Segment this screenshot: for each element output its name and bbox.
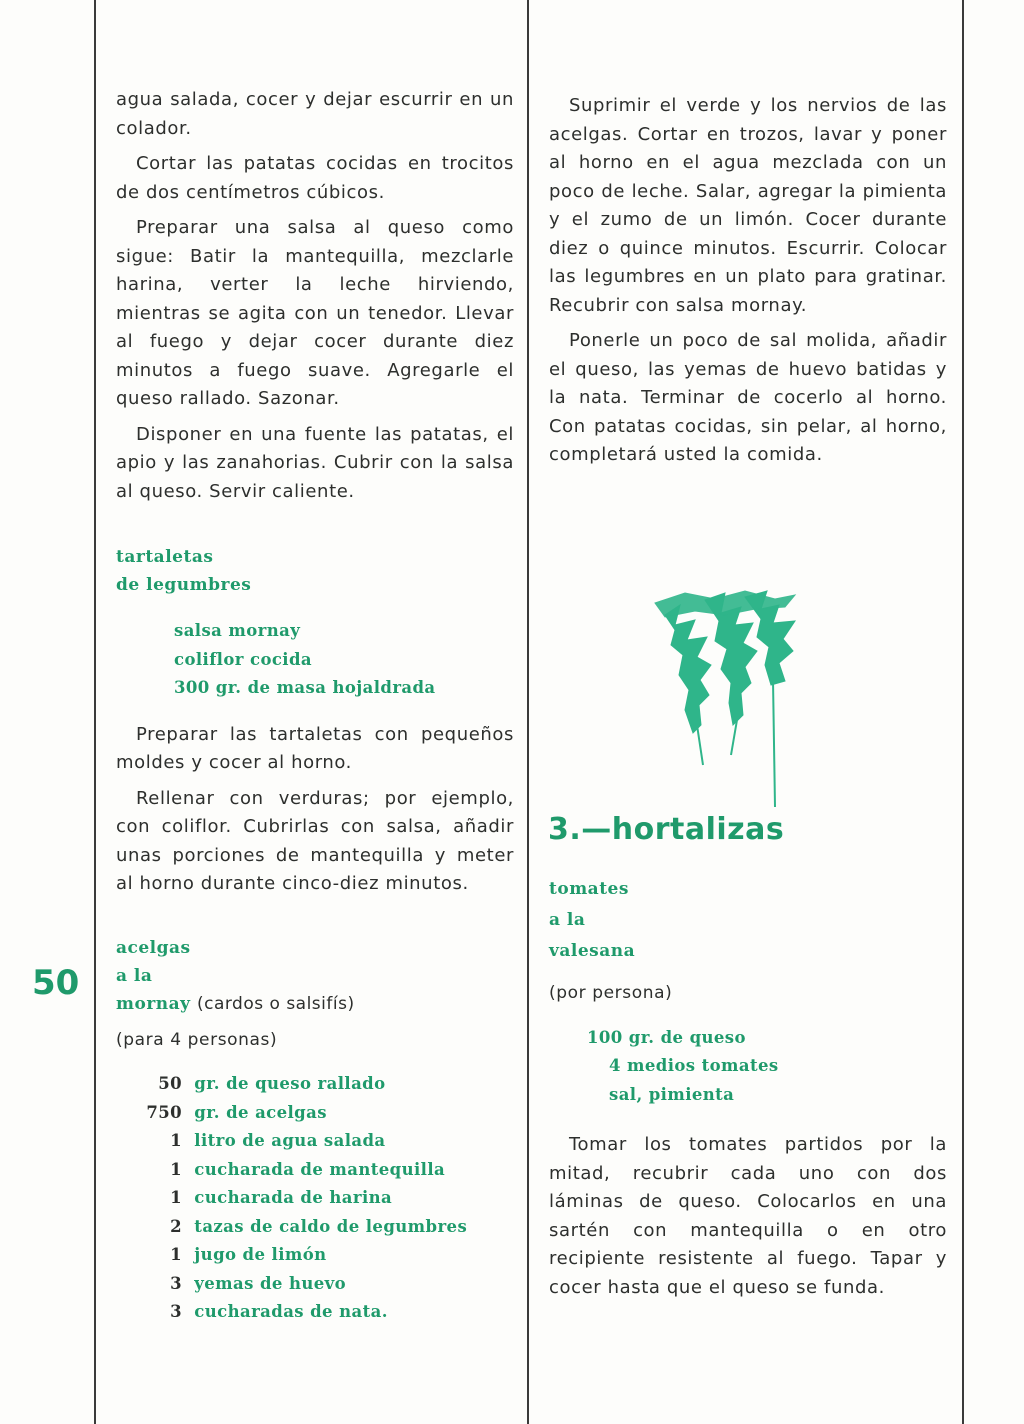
ingredient: 50 gr. de queso rallado xyxy=(158,1074,386,1093)
ingredient: 300 gr. de masa hojaldrada xyxy=(174,678,436,697)
recipe-title-tartaletas xyxy=(116,543,514,599)
right-column xyxy=(549,92,947,477)
page-number: 50 xyxy=(32,963,80,1003)
title-line: a la xyxy=(549,910,586,930)
paragraph: Suprimir el verde y los nervios de las acelgas. Cortar en trozos, lavar y poner al horno en el agua mezclada con un poco de leche. Salar, agregar la pimienta y el zumo de un limón. Cocer durante diez o quince minutos. Escurrir. Colocar las legumbres en un plato para gratinar. Recubrir con salsa mornay. xyxy=(549,95,947,316)
paragraph: Ponerle un poco de sal molida, añadir el queso, las yemas de huevo batidas y la nata. Terminar de cocerlo al horno. Con patatas cocidas, sin pelar, al horno, completará usted la comida. xyxy=(549,330,947,465)
servings: (para 4 personas) xyxy=(116,1029,278,1050)
right-column-recipe xyxy=(549,874,947,1309)
ingredient: 1 cucharada de harina xyxy=(170,1188,393,1207)
title-note: (cardos o salsifís) xyxy=(196,993,355,1014)
ingredient-list xyxy=(549,1024,947,1110)
title-line: tartaletas xyxy=(116,547,214,567)
recipe-title-tomates xyxy=(549,874,947,967)
ingredient: 1 litro de agua salada xyxy=(170,1131,386,1150)
ingredient-list xyxy=(116,1070,514,1327)
ingredient: 3 cucharadas de nata. xyxy=(170,1302,388,1321)
paragraph: Disponer en una fuente las patatas, el apio y las zanahorias. Cubrir con la salsa al queso. Servir caliente. xyxy=(116,423,514,502)
ingredient: 2 tazas de caldo de legumbres xyxy=(170,1216,468,1236)
ingredient: 4 medios tomates xyxy=(609,1056,779,1075)
paragraph: agua salada, cocer y dejar escurrir en un colador. xyxy=(116,89,514,139)
title-line: de legumbres xyxy=(116,575,252,595)
ingredient: salsa mornay xyxy=(174,621,301,640)
title-line: acelgas xyxy=(116,937,191,958)
title-word: mornay xyxy=(116,993,191,1014)
servings: (por persona) xyxy=(549,983,673,1003)
paragraph: Preparar una salsa al queso como sigue: Batir la mantequilla, mezclarle harina, verter la leche hirviendo, mientras se agita con un tenedor. Llevar al fuego y dejar cocer durante diez minutos a fuego suave. Agregarle el queso rallado. Sazonar. xyxy=(116,217,514,409)
ingredient: coliflor cocida xyxy=(174,649,312,669)
paragraph: Tomar los tomates partidos por la mitad, recubrir cada uno con dos láminas de queso. Colocarlos en una sartén con mantequilla o en otro recipiente resistente al fuego. Tapar y cocer hasta que el queso se funda. xyxy=(549,1134,947,1298)
right-column-rule xyxy=(962,0,964,1424)
ingredient: 100 gr. de queso xyxy=(587,1027,746,1047)
paragraph: Preparar las tartaletas con pequeños moldes y cocer al horno. xyxy=(116,723,514,773)
title-line: valesana xyxy=(549,941,636,961)
paragraph: Rellenar con verduras; por ejemplo, con coliflor. Cubrirlas con salsa, añadir unas porciones de mantequilla y meter al horno durante cinco-diez minutos. xyxy=(116,787,514,894)
center-column-rule xyxy=(527,0,529,1424)
ingredient: 1 jugo de limón xyxy=(170,1245,327,1264)
ingredient-list xyxy=(116,617,514,703)
recipe-title-acelgas xyxy=(116,934,514,1018)
ingredient: 750 gr. de acelgas xyxy=(146,1102,327,1122)
leaves-illustration xyxy=(645,585,805,810)
ingredient: sal, pimienta xyxy=(609,1084,735,1104)
paragraph: Cortar las patatas cocidas en trocitos de dos centímetros cúbicos. xyxy=(116,153,514,203)
left-column-rule xyxy=(94,0,96,1424)
section-title: 3.—hortalizas xyxy=(548,812,785,847)
ingredient: 1 cucharada de mantequilla xyxy=(170,1159,446,1179)
title-line: a la xyxy=(116,965,153,986)
title-line: tomates xyxy=(549,879,629,899)
ingredient: 3 yemas de huevo xyxy=(170,1273,347,1293)
left-column xyxy=(116,86,514,1327)
title-line xyxy=(116,990,514,1018)
